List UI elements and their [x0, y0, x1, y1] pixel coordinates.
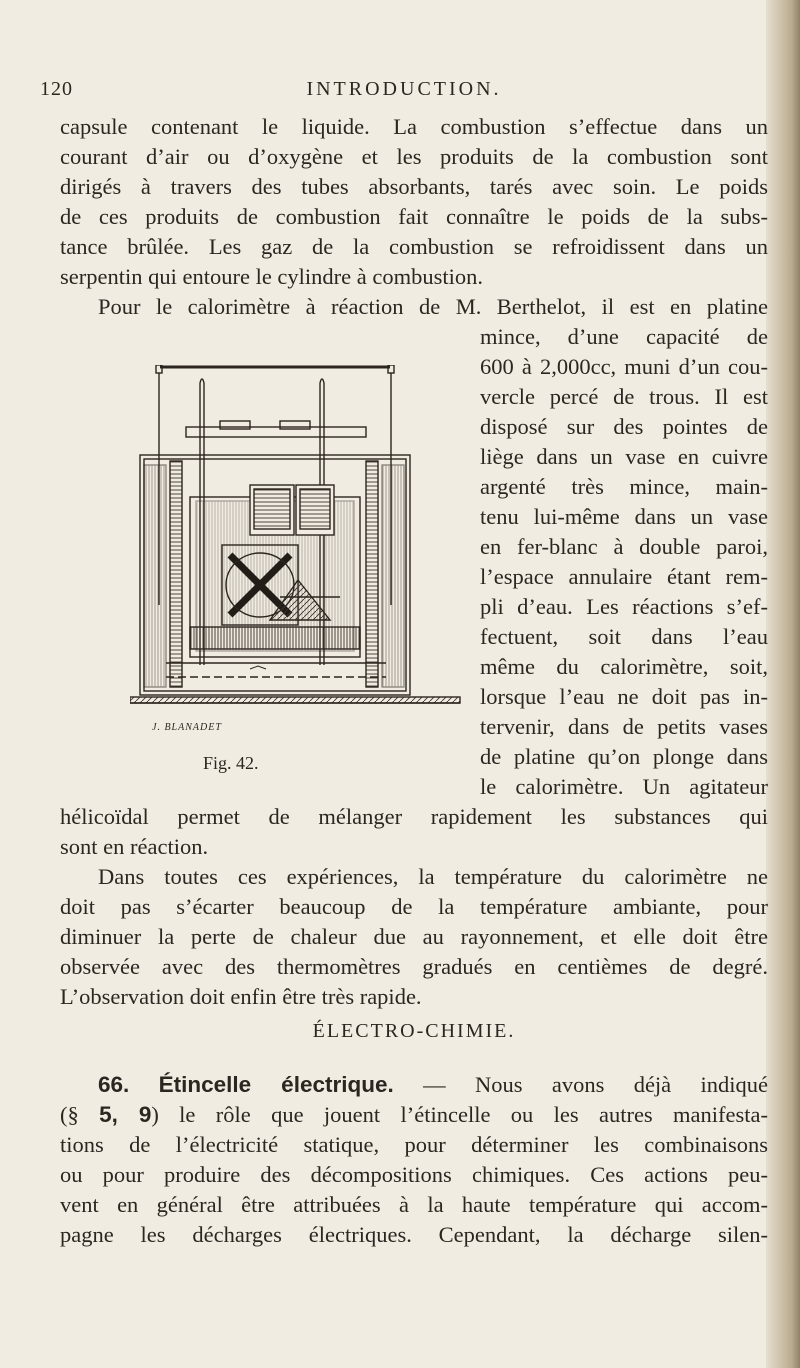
- engraver-signature: J. BLANADET: [152, 722, 222, 733]
- text-line: de platine qu’on plonge dans: [480, 744, 768, 769]
- paragraph-1: [60, 112, 768, 322]
- text-line: même du calorimètre, soit,: [480, 654, 768, 679]
- page-header: [40, 78, 768, 108]
- text-line: disposé sur des pointes de: [480, 414, 768, 439]
- text-line: ou pour produire des décompositions chimiques. Ces actions peu-: [60, 1162, 768, 1187]
- text-line: liège dans un vase en cuivre: [480, 444, 768, 469]
- text-line: serpentin qui entoure le cylindre à combustion.: [60, 264, 484, 289]
- text-line: mince, d’une capacité de: [480, 324, 768, 349]
- text-line: [60, 1070, 768, 1100]
- text-line: vent en général être attribuées à la haute température qui accom-: [60, 1192, 768, 1217]
- text-line: capsule contenant le liquide. La combustion s’effectue dans un: [60, 114, 768, 139]
- figure-42: [130, 365, 470, 773]
- text-line: dirigés à travers des tubes absorbants, tarés avec soin. Le poids: [60, 174, 768, 199]
- text-line: diminuer la perte de chaleur due au rayonnement, et elle doit être: [60, 924, 768, 949]
- text-fragment: ) le rôle que jouent l’étincelle ou les autres manifesta-: [151, 1102, 768, 1127]
- text-line: tervenir, dans de petits vases: [480, 714, 768, 739]
- reference-numbers: 5, 9: [99, 1102, 152, 1127]
- text-line: observée avec des thermomètres gradués en centièmes de degré.: [60, 954, 768, 979]
- page-edge: [766, 0, 800, 1368]
- text-line: tance brûlée. Les gaz de la combustion se refroidissent dans un: [60, 234, 768, 259]
- paragraph-2-wrapped: [480, 322, 768, 802]
- text-line: pli d’eau. Les réactions s’ef-: [480, 594, 768, 619]
- text-line: Pour le calorimètre à réaction de M. Berthelot, il est en platine: [98, 294, 768, 319]
- text-line: courant d’air ou d’oxygène et les produits de la combustion sont: [60, 144, 768, 169]
- text-line: sont en réaction.: [60, 834, 209, 859]
- text-line: pagne les décharges électriques. Cependant, la décharge silen-: [60, 1222, 768, 1247]
- text-line: lorsque l’eau ne doit pas in-: [480, 684, 768, 709]
- text-line: le calorimètre. Un agitateur: [480, 774, 768, 799]
- text-line: 600 à 2,000cc, muni d’un cou-: [480, 354, 768, 379]
- paragraph-2-rest: [60, 802, 768, 1012]
- text-line: L’observation doit enfin être très rapide.: [60, 984, 422, 1009]
- paragraph-4: [60, 1070, 768, 1250]
- text-line: vercle percé de trous. Il est: [480, 384, 768, 409]
- text-line: en fer-blanc à double paroi,: [480, 534, 768, 559]
- calorimeter-illustration: [130, 365, 470, 745]
- section-title: ÉLECTRO-CHIMIE.: [312, 1020, 516, 1042]
- text-line: de ces produits de combustion fait connaître le poids de la subs-: [60, 204, 768, 229]
- page-number: 120: [40, 78, 73, 100]
- text-line: argenté très mince, main-: [480, 474, 768, 499]
- text-line: doit pas s’écarter beaucoup de la température ambiante, pour: [60, 894, 768, 919]
- text-line: tenu lui-même dans un vase: [480, 504, 768, 529]
- text-fragment: — Nous avons déjà indiqué: [423, 1072, 769, 1097]
- text-line: fectuent, soit dans l’eau: [480, 624, 768, 649]
- section-heading: Étincelle électrique.: [158, 1072, 394, 1097]
- section-number: 66.: [98, 1072, 130, 1097]
- text-line: [60, 1100, 768, 1130]
- text-line: tions de l’électricité statique, pour déterminer les combinaisons: [60, 1132, 768, 1157]
- text-line: l’espace annulaire étant rem-: [480, 564, 768, 589]
- text-line: hélicoïdal permet de mélanger rapidement les substances qui: [60, 804, 768, 829]
- figure-caption: Fig. 42.: [203, 753, 259, 773]
- text-fragment: (§: [60, 1102, 100, 1127]
- running-title: INTRODUCTION.: [306, 78, 502, 100]
- text-line: Dans toutes ces expériences, la température du calorimètre ne: [98, 864, 768, 889]
